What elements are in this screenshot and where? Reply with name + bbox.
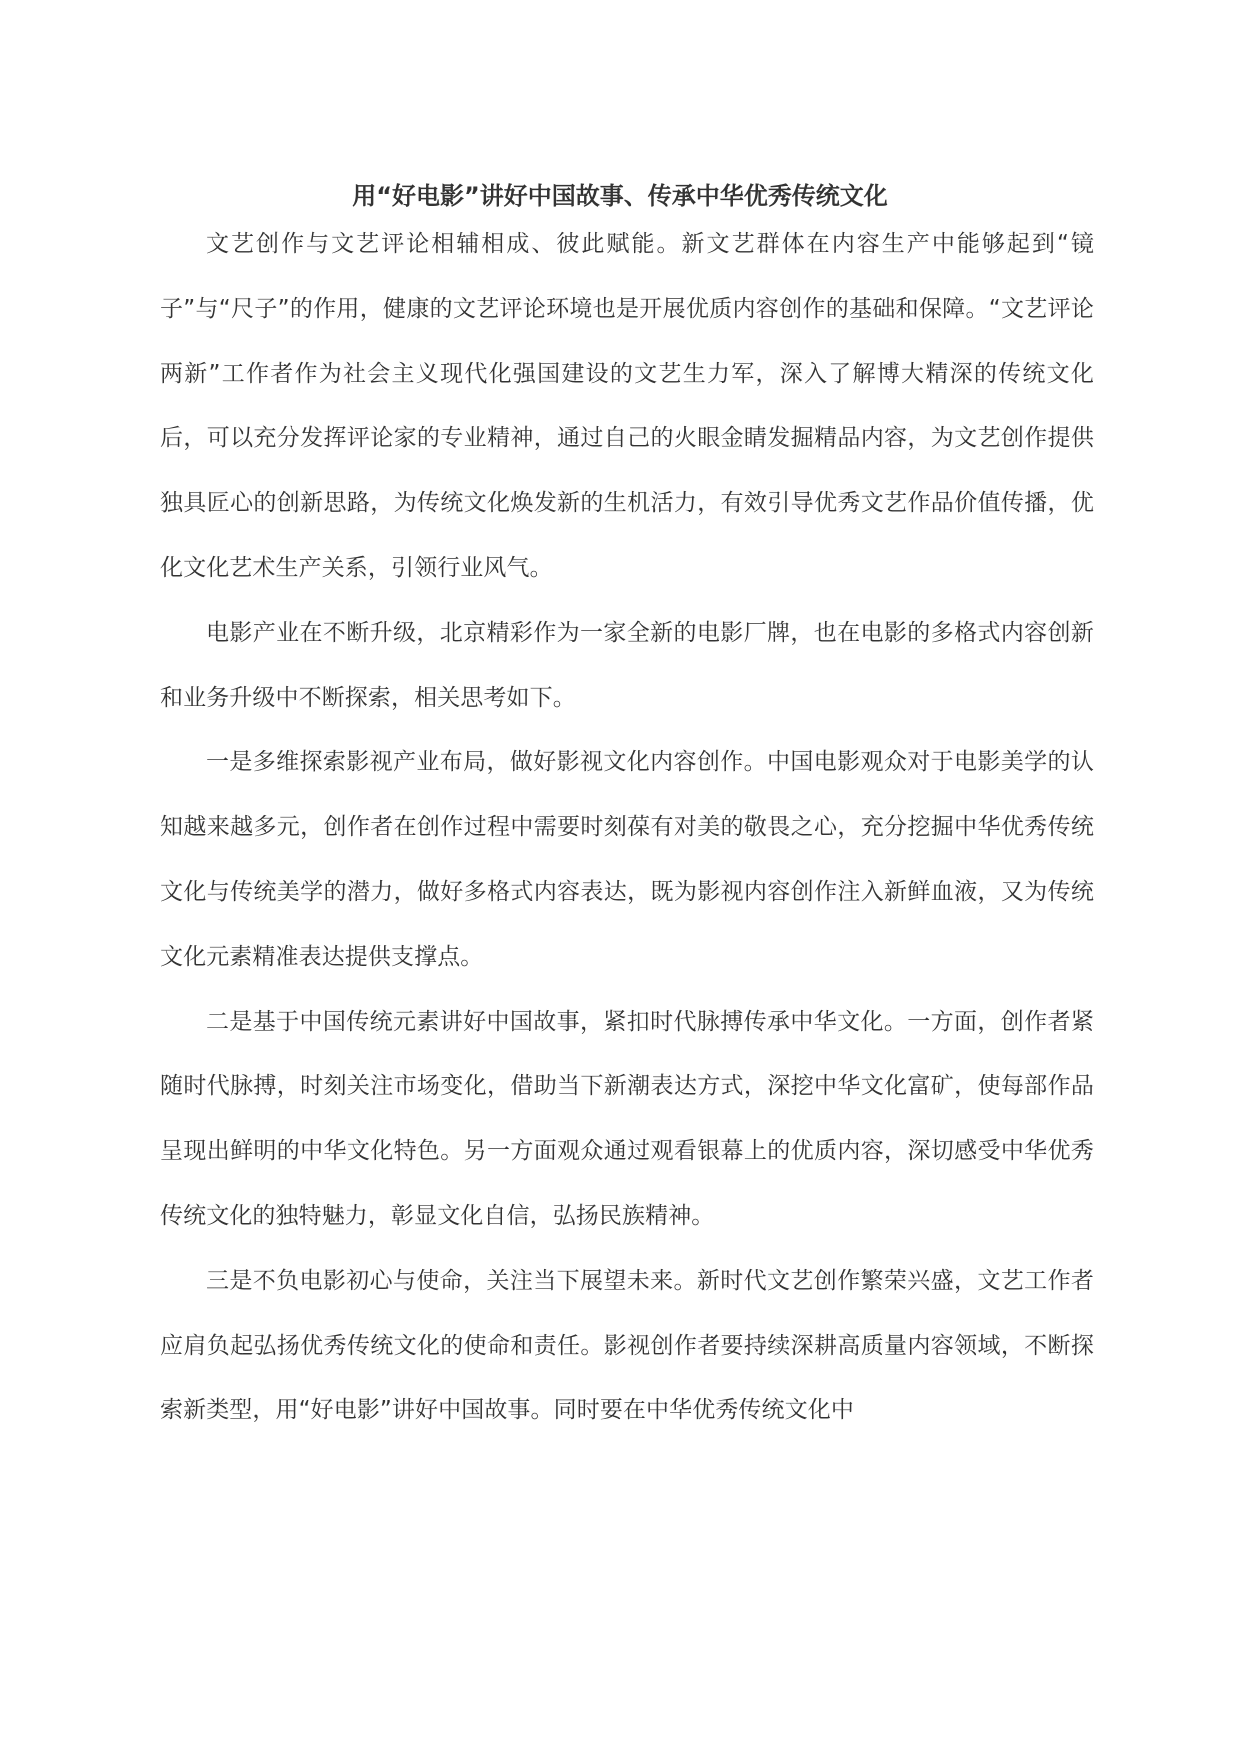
- paragraph-2: 电影产业在不断升级，北京精彩作为一家全新的电影厂牌，也在电影的多格式内容创新和业务升级中不断探索，相关思考如下。: [160, 619, 1094, 711]
- paragraph-3: 一是多维探索影视产业布局，做好影视文化内容创作。中国电影观众对于电影美学的认知越来越多元，创作者在创作过程中需要时刻葆有对美的敬畏之心，充分挖掘中华优秀传统文化与传统美学的潜力，做好多格式内容表达，既为影视内容创作注入新鲜血液，又为传统文化元素精准表达提供支撑点。: [160, 749, 1094, 970]
- paragraph-5: 三是不负电影初心与使命，关注当下展望未来。新时代文艺创作繁荣兴盛，文艺工作者应肩负起弘扬优秀传统文化的使命和责任。影视创作者要持续深耕高质量内容领域，不断探索新类型，用“好电影”讲好中国故事。同时要在中华优秀传统文化中: [160, 1267, 1094, 1424]
- document-title: 用“好电影”讲好中国故事、传承中华优秀传统文化: [352, 182, 888, 210]
- paragraph-4: 二是基于中国传统元素讲好中国故事，紧扣时代脉搏传承中华文化。一方面，创作者紧随时代脉搏，时刻关注市场变化，借助当下新潮表达方式，深挖中华文化富矿，使每部作品呈现出鲜明的中华文化特色。另一方面观众通过观看银幕上的优质内容，深切感受中华优秀传统文化的独特魅力，彰显文化自信，弘扬民族精神。: [160, 1008, 1094, 1229]
- document-body: [160, 212, 1094, 1443]
- paragraph-1: 文艺创作与文艺评论相辅相成、彼此赋能。新文艺群体在内容生产中能够起到“镜子”与“尺子”的作用，健康的文艺评论环境也是开展优质内容创作的基础和保障。“文艺评论两新”工作者作为社会主义现代化强国建设的文艺生力军，深入了解博大精深的传统文化后，可以充分发挥评论家的专业精神，通过自己的火眼金睛发掘精品内容，为文艺创作提供独具匠心的创新思路，为传统文化焕发新的生机活力，有效引导优秀文艺作品价值传播，优化文化艺术生产关系，引领行业风气。: [160, 231, 1094, 581]
